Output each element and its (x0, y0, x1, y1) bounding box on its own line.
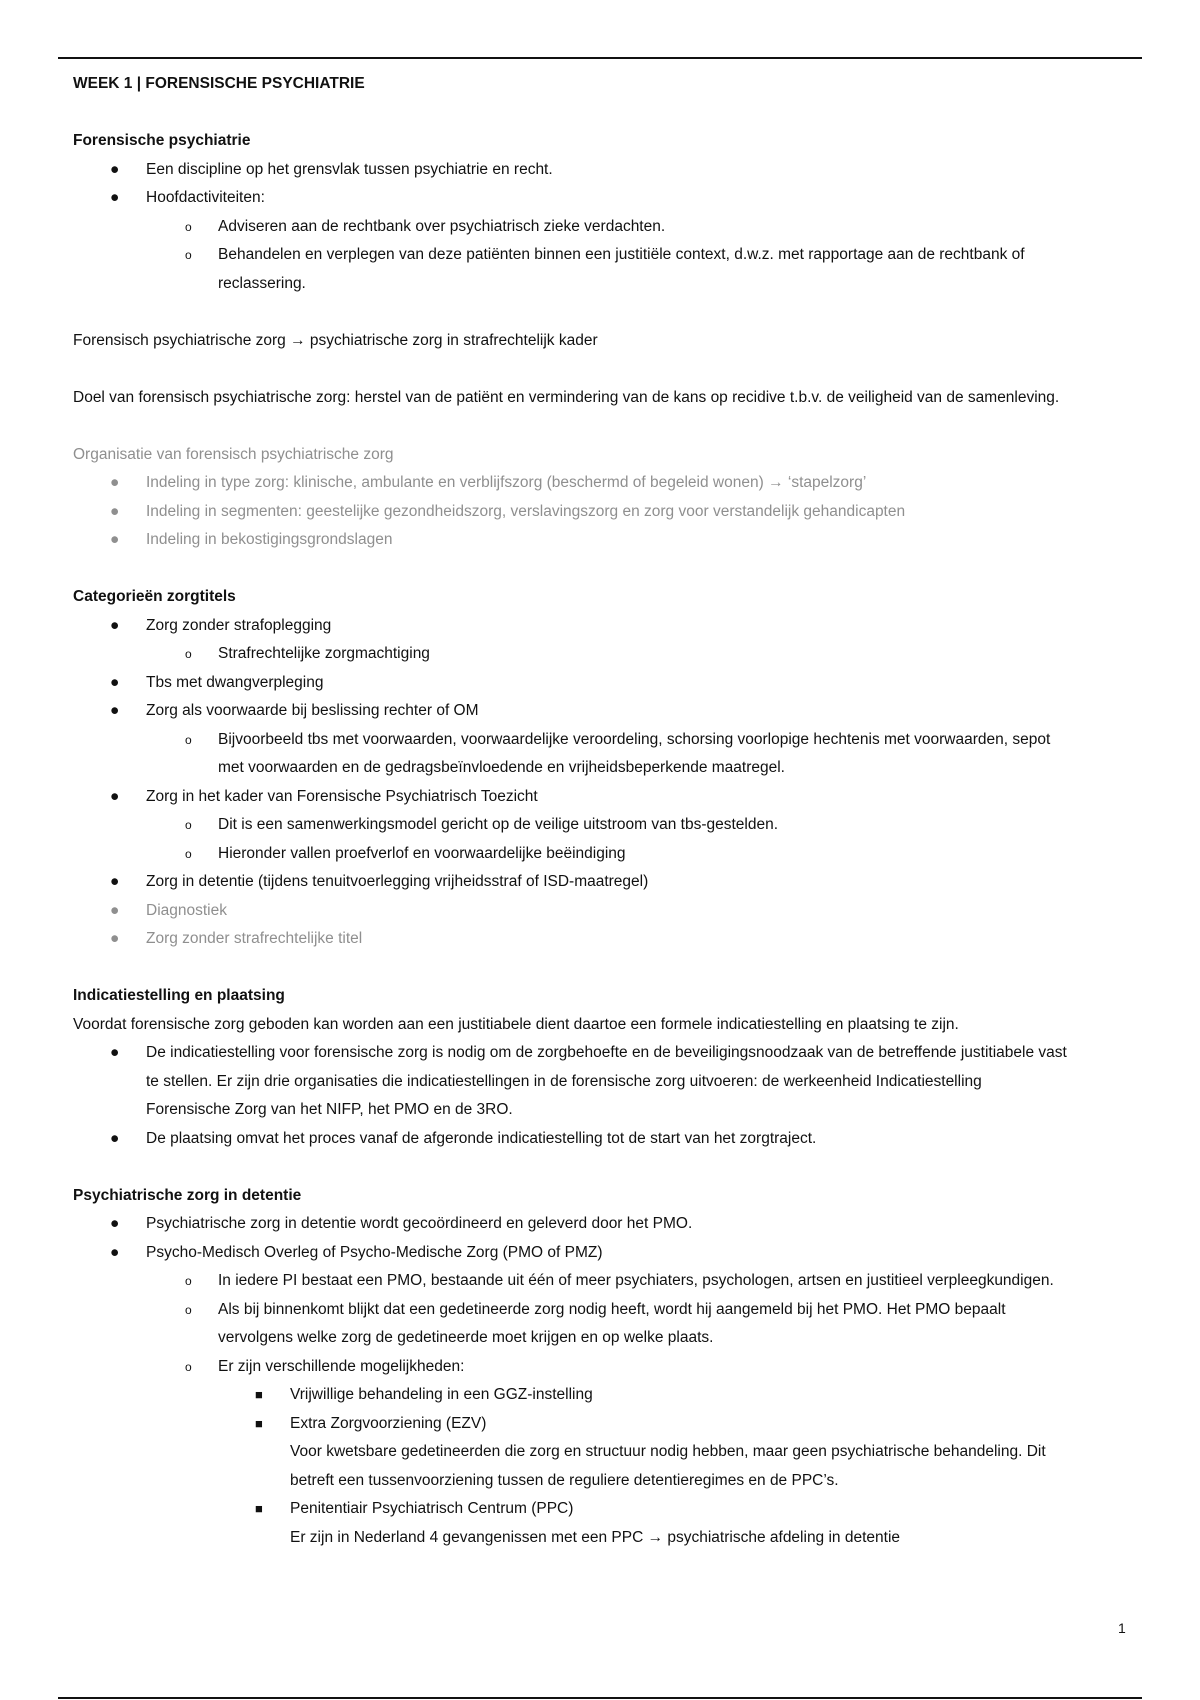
list-item (73, 1267, 1133, 1296)
bullet-marker: o (185, 1274, 192, 1288)
line-text: Er zijn verschillende mogelijkheden: (218, 1357, 465, 1375)
line-text: Vrijwillige behandeling in een GGZ-instelling (290, 1386, 593, 1403)
blank-line (73, 555, 1133, 584)
list-item (73, 498, 1133, 527)
line-text: met voorwaarden en de gedragsbeïnvloedende en vrijheidsbeperkende maatregel. (218, 759, 785, 776)
line-text: Voor kwetsbare gedetineerden die zorg en structuur nodig hebben, maar geen psychiatrische behandeling. Dit (290, 1443, 1046, 1460)
bullet-marker: o (185, 846, 192, 861)
line-text: te stellen. Er zijn drie organisaties die indicatiestellingen in de forensische zorg uitvoeren: de werkeenheid Indicatiestelling (146, 1072, 982, 1090)
line-text: Hieronder vallen proefverlof en voorwaardelijke beëindiging (218, 844, 626, 862)
blank-line (73, 1153, 1133, 1182)
line-text: Zorg zonder strafrechtelijke titel (146, 930, 363, 947)
section-heading (73, 127, 1133, 156)
document-body (73, 70, 1133, 1552)
text-line (73, 384, 1133, 413)
text-line (73, 1524, 1133, 1553)
bullet-marker: ● (110, 702, 120, 719)
line-text: Dit is een samenwerkingsmodel gericht op de veilige uitstroom van tbs-gestelden. (218, 816, 779, 833)
bullet-marker: ● (110, 189, 120, 206)
list-item (73, 1239, 1133, 1268)
footer-rule (58, 1697, 1142, 1699)
line-text: Adviseren aan de rechtbank over psychiatrisch zieke verdachten. (218, 217, 666, 235)
bullet-marker: ● (110, 1129, 120, 1147)
line-text: Indicatiestelling en plaatsing (73, 987, 285, 1004)
list-item (73, 1353, 1133, 1382)
bullet-marker: o (185, 732, 192, 747)
line-text: Tbs met dwangverpleging (146, 673, 324, 691)
list-item (73, 156, 1133, 185)
text-line (73, 1068, 1133, 1097)
bullet-marker: ● (110, 673, 120, 691)
list-item (73, 783, 1133, 812)
blank-line (73, 412, 1133, 441)
bullet-marker: ■ (255, 1387, 263, 1402)
section-heading (73, 70, 1133, 99)
list-item (73, 640, 1133, 669)
bullet-marker: ■ (255, 1415, 263, 1431)
list-item (73, 469, 1133, 498)
list-item (73, 213, 1133, 242)
line-text: Zorg in detentie (tijdens tenuitvoerlegging vrijheidsstraf of ISD-maatregel) (146, 873, 649, 890)
section-heading (73, 982, 1133, 1011)
bullet-marker: ● (110, 502, 120, 520)
text-line (73, 1096, 1133, 1125)
list-item (73, 840, 1133, 869)
bullet-marker: ● (110, 616, 120, 634)
text-line (73, 1467, 1133, 1496)
line-text: Indeling in bekostigingsgrondslagen (146, 531, 393, 548)
line-text: Categorieën zorgtitels (73, 588, 236, 605)
header-rule (58, 57, 1142, 59)
blank-line (73, 298, 1133, 327)
line-text: Bijvoorbeeld tbs met voorwaarden, voorwaardelijke veroordeling, schorsing voorlopige hechtenis met voorwaarden, sepot (218, 730, 1051, 748)
list-item (73, 697, 1133, 726)
line-text: Extra Zorgvoorziening (EZV) (290, 1414, 487, 1432)
list-item (73, 897, 1133, 926)
section-heading (73, 583, 1133, 612)
line-text: Als bij binnenkomt blijkt dat een gedetineerde zorg nodig heeft, wordt hij aangemeld bij het PMO. Het PMO bepaalt (218, 1300, 1006, 1318)
line-text: Forensische Zorg van het NIFP, het PMO en de 3RO. (146, 1101, 513, 1118)
line-text: Diagnostiek (146, 901, 227, 919)
line-text: Indeling in segmenten: geestelijke gezondheidszorg, verslavingszorg en zorg voor verstandelijk gehandicapten (146, 502, 906, 520)
line-text: Forensisch psychiatrische zorg → psychiatrische zorg in strafrechtelijk kader (73, 331, 598, 349)
list-item (73, 184, 1133, 213)
bullet-marker: ● (110, 160, 120, 178)
bullet-marker: o (185, 1302, 192, 1317)
line-text: Er zijn in Nederland 4 gevangenissen met een PPC → psychiatrische afdeling in detentie (290, 1528, 901, 1546)
bullet-marker: o (185, 248, 192, 262)
list-item (73, 1410, 1133, 1439)
line-text: betreft een tussenvoorziening tussen de reguliere detentieregimes en de PPC’s. (290, 1471, 839, 1489)
list-item (73, 612, 1133, 641)
text-line (73, 754, 1133, 783)
list-item (73, 1495, 1133, 1524)
line-text: Strafrechtelijke zorgmachtiging (218, 645, 430, 662)
list-item (73, 669, 1133, 698)
line-text: Zorg in het kader van Forensische Psychiatrisch Toezicht (146, 787, 538, 805)
list-item (73, 1039, 1133, 1068)
list-item (73, 1210, 1133, 1239)
list-item (73, 526, 1133, 555)
line-text: Penitentiair Psychiatrisch Centrum (PPC) (290, 1500, 574, 1517)
bullet-marker: ● (110, 901, 120, 919)
text-line (73, 270, 1133, 299)
bullet-marker: o (185, 647, 192, 661)
line-text: Een discipline op het grensvlak tussen psychiatrie en recht. (146, 160, 553, 178)
list-item (73, 811, 1133, 840)
bullet-marker: ● (110, 1044, 120, 1061)
text-line (73, 1011, 1133, 1040)
line-text: Hoofdactiviteiten: (146, 189, 265, 206)
text-line (73, 327, 1133, 356)
list-item (73, 726, 1133, 755)
line-text: reclassering. (218, 274, 306, 292)
bullet-marker: ● (110, 1215, 120, 1232)
list-item (73, 925, 1133, 954)
line-text: WEEK 1 | FORENSISCHE PSYCHIATRIE (73, 75, 365, 92)
line-text: Psycho-Medisch Overleg of Psycho-Medische Zorg (PMO of PMZ) (146, 1243, 603, 1261)
list-item (73, 1296, 1133, 1325)
line-text: Voordat forensische zorg geboden kan worden aan een justitiabele dient daartoe een formele indicatiestelling en plaatsing te zijn. (73, 1015, 959, 1033)
line-text: De indicatiestelling voor forensische zorg is nodig om de zorgbehoefte en de beveiligingsnoodzaak van de betreffende justitiabele vast (146, 1044, 1067, 1061)
line-text: In iedere PI bestaat een PMO, bestaande uit één of meer psychiaters, psychologen, artsen en justitieel verpleegkundigen. (218, 1272, 1054, 1289)
bullet-marker: ■ (255, 1501, 263, 1516)
list-item (73, 1381, 1133, 1410)
section-heading (73, 1182, 1133, 1211)
bullet-marker: o (185, 1359, 192, 1374)
bullet-marker: o (185, 818, 192, 832)
line-text: Organisatie van forensisch psychiatrische zorg (73, 445, 394, 463)
line-text: Zorg als voorwaarde bij beslissing rechter of OM (146, 702, 479, 719)
line-text: Behandelen en verplegen van deze patiënten binnen een justitiële context, d.w.z. met rapportage aan de rechtbank of (218, 246, 1025, 263)
list-item (73, 868, 1133, 897)
page-number: 1 (1118, 1620, 1126, 1636)
line-text: vervolgens welke zorg de gedetineerde moet krijgen en op welke plaats. (218, 1329, 714, 1346)
line-text: Indeling in type zorg: klinische, ambulante en verblijfszorg (beschermd of begeleid wonen) → ‘stapelzorg’ (146, 474, 867, 491)
line-text: Psychiatrische zorg in detentie (73, 1186, 302, 1204)
text-line (73, 1324, 1133, 1353)
blank-line (73, 355, 1133, 384)
blank-line (73, 99, 1133, 128)
bullet-marker: ● (110, 873, 120, 890)
list-item (73, 1125, 1133, 1154)
bullet-marker: ● (110, 474, 120, 491)
line-text: Zorg zonder strafoplegging (146, 616, 332, 634)
bullet-marker: ● (110, 787, 120, 805)
blank-line (73, 954, 1133, 983)
bullet-marker: ● (110, 1243, 120, 1261)
line-text: Psychiatrische zorg in detentie wordt gecoördineerd en geleverd door het PMO. (146, 1215, 693, 1232)
line-text: Doel van forensisch psychiatrische zorg: herstel van de patiënt en vermindering van de kans op recidive t.b.v. de veiligheid van de samenleving. (73, 388, 1060, 406)
text-line (73, 1438, 1133, 1467)
text-line (73, 441, 1133, 470)
line-text: De plaatsing omvat het proces vanaf de afgeronde indicatiestelling tot de start van het zorgtraject. (146, 1129, 817, 1147)
bullet-marker: o (185, 219, 192, 234)
bullet-marker: ● (110, 930, 120, 947)
line-text: Forensische psychiatrie (73, 132, 251, 149)
bullet-marker: ● (110, 531, 120, 548)
list-item (73, 241, 1133, 270)
